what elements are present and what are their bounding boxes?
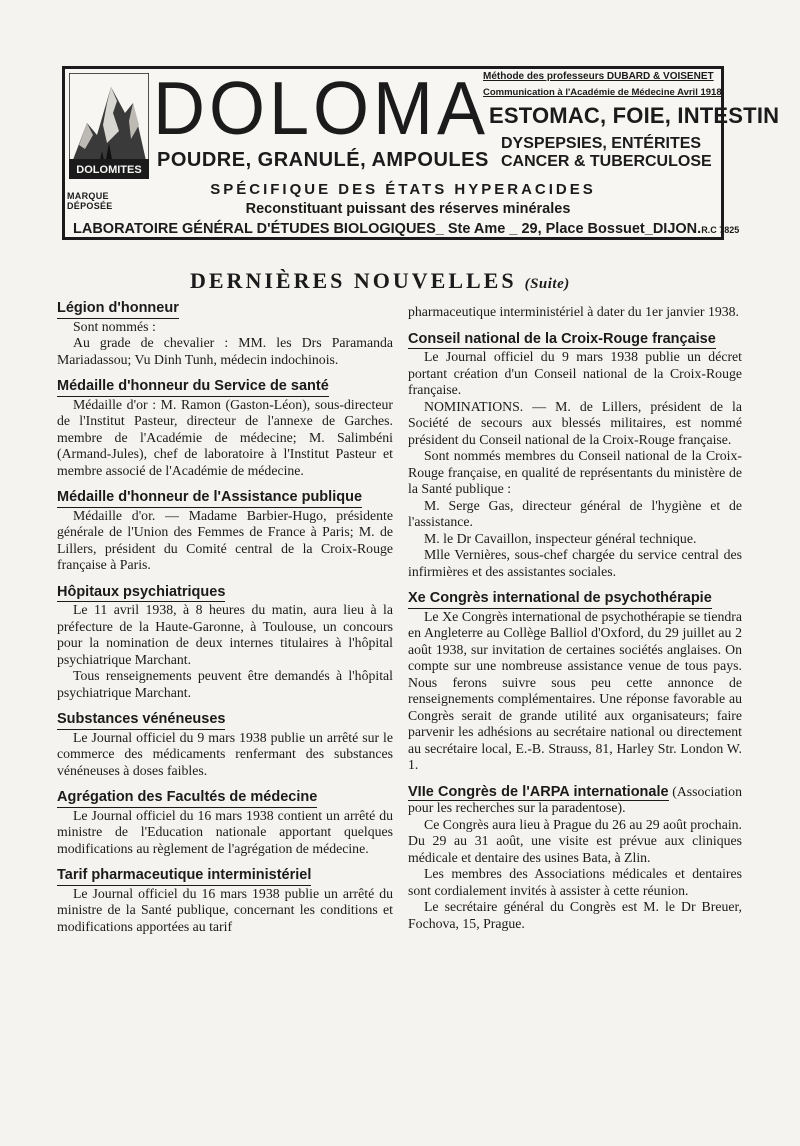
section-heading: Tarif pharmaceutique interministériel [57, 867, 311, 886]
doloma-advertisement [62, 66, 780, 240]
mountain-logo-icon [69, 73, 149, 179]
section-medaille-service-sante [57, 378, 393, 479]
section-medaille-assistance-publique [57, 489, 393, 574]
section-heading: Substances vénéneuses [57, 711, 225, 730]
laboratory-address [73, 221, 739, 237]
section-substances-veneneuses [57, 711, 393, 779]
paragraph: pharmaceutique interministériel à dater du 1er janvier 1938. [408, 304, 739, 319]
section-heading-line [408, 784, 742, 817]
method-line: Méthode des professeurs DUBARD & VOISENET [483, 71, 714, 82]
paragraph: M. le Dr Cavaillon, inspecteur général technique. [424, 530, 697, 546]
paragraph: Le secrétaire général du Congrès est M. le Dr Breuer, Fochova, 15, Prague. [408, 899, 742, 931]
section-hopitaux-psychiatriques [57, 584, 393, 702]
paragraph: Le Journal officiel du 9 mars 1938 publie un décret portant création d'un Conseil national de la Croix-Rouge française. [408, 349, 742, 397]
section-legion-honneur [57, 300, 393, 368]
paragraph: M. Serge Gas, directeur général de l'hygiène et de l'assistance. [408, 497, 742, 529]
communication-line: Communication à l'Académie de Médecine Avril 1918 [483, 87, 722, 98]
logo-label: DOLOMITES [76, 164, 142, 176]
section-heading: VIIe Congrès de l'ARPA internationale [408, 783, 669, 800]
diseases-line-2: CANCER & TUBERCULOSE [501, 153, 712, 170]
paragraph: Les membres des Associations médicales et dentaires sont cordialement invités à assister à cette réunion. [408, 866, 742, 898]
paragraph: Le 11 avril 1938, à 8 heures du matin, aura lieu à la préfecture de la Haute-Garonne, à Toulouse, un concours pour la nomination de deux internes titulaires à l'hôpital psychiatrique Marchant. [57, 602, 393, 667]
section-heading: Agrégation des Facultés de médecine [57, 789, 317, 808]
page-title [190, 268, 570, 294]
product-forms: POUDRE, GRANULÉ, AMPOULES [157, 149, 489, 171]
rc-number: R.C 7825 [701, 225, 740, 235]
section-heading: Légion d'honneur [57, 300, 179, 319]
paragraph: Sont nommés membres du Conseil national de la Croix-Rouge française, en qualité de représentants du ministère de la Santé publique : [408, 448, 742, 496]
paragraph: Au grade de chevalier : MM. les Drs Paramanda Mariadassou; Vu Dinh Tunh, médecin indochinois. [57, 335, 393, 367]
paragraph: Le Journal officiel du 16 mars 1938 publie un arrêté du ministre de la Santé publique, concernant les conditions et modifications apportées au tarif [57, 885, 393, 934]
laboratory-text: LABORATOIRE GÉNÉRAL D'ÉTUDES BIOLOGIQUES_ Ste Ame _ 29, Place Bossuet_DIJON. [73, 221, 702, 237]
page-title-suffix: (Suite) [524, 276, 570, 292]
section-croix-rouge [408, 331, 742, 581]
paragraph: Le Journal officiel du 16 mars 1938 contient un arrêté du ministre de l'Education nationale apportant quelques modifications au règlement de l'agrégation de médecine. [57, 807, 393, 856]
section-heading: Xe Congrès international de psychothérapie [408, 590, 712, 609]
trademark-label: MARQUE DÉPOSÉE [67, 191, 113, 211]
section-congres-arpa [408, 784, 742, 933]
tonic-line: Reconstituant puissant des réserves minérales [245, 201, 571, 217]
paragraph: Mlle Vernières, sous-chef chargée du service central des infirmières et des assistantes sociales. [408, 547, 742, 579]
brand-title: DOLOMA [153, 67, 490, 151]
section-heading: Médaille d'honneur du Service de santé [57, 378, 329, 397]
section-heading: Médaille d'honneur de l'Assistance publique [57, 489, 362, 508]
paragraph: Tous renseignements peuvent être demandés à l'hôpital psychiatrique Marchant. [57, 668, 393, 700]
diseases-line-1: DYSPEPSIES, ENTÉRITES [501, 135, 702, 152]
paragraph: Ce Congrès aura lieu à Prague du 26 au 29 août prochain. Du 29 au 31 août, une visite est prévue aux cliniques médicale et dentaire des usines Bata, à Zlin. [408, 816, 743, 865]
section-heading: Conseil national de la Croix-Rouge française [408, 331, 716, 350]
paragraph: NOMINATIONS. — M. de Lillers, président de la Société de secours aux blessés militaires, est nommé président du Conseil national de la Croix-Rouge française. [408, 398, 742, 447]
section-heading: Hôpitaux psychiatriques [57, 584, 225, 603]
left-column [57, 300, 393, 945]
section-agregation [57, 789, 393, 857]
section-tarif-pharmaceutique [57, 867, 393, 935]
paragraph: Sont nommés : [73, 318, 156, 334]
paragraph: Médaille d'or : M. Ramon (Gaston-Léon), sous-directeur de l'Institut Pasteur, directeur de l'annexe de Garches. membre de l'Académie de médecine; M. Salimbéni (Armand-Jules), chef de laboratoire à l'Institut Pasteur et membre associé de l'Académie de médecine. [57, 396, 393, 478]
organs-line: ESTOMAC, FOIE, INTESTIN [489, 103, 780, 128]
paragraph: Le Xe Congrès international de psychothérapie se tiendra en Angleterre au Collège Balliol d'Oxford, du 29 juillet au 2 août 1938, sur invitation de certaines sociétés anglaises. On compte sur une nombreuse assistance venue de tous pays. Nous ferons suivre sous peu cette annonce de renseignements complémentaires. Une réponse favorable au Congrès serait de grande utilité aux organisateurs; faire parvenir les adhésions au secrétaire national ou directement au secrétaire local, E.-B. Strauss, 81, Harley Str. London W. 1. [408, 608, 742, 772]
section-congres-psychotherapie [408, 590, 742, 774]
paragraph: Le Journal officiel du 9 mars 1938 publie un arrêté sur le commerce des médicaments renfermant des substances vénéneuses à doses faibles. [57, 729, 393, 778]
paragraph: Médaille d'or. — Madame Barbier-Hugo, présidente générale de l'Union des Femmes de France à Paris; M. de Lillers, président du Comité central de la Croix-Rouge française à Paris. [57, 507, 393, 572]
right-column [408, 304, 742, 942]
specific-line: SPÉCIFIQUE DES ÉTATS HYPERACIDES [210, 181, 596, 198]
page-title-text: DERNIÈRES NOUVELLES [190, 268, 517, 293]
section-heading-suffix: (Association pour les recherches sur la paradentose). [408, 783, 742, 815]
continuation-text [408, 304, 742, 321]
